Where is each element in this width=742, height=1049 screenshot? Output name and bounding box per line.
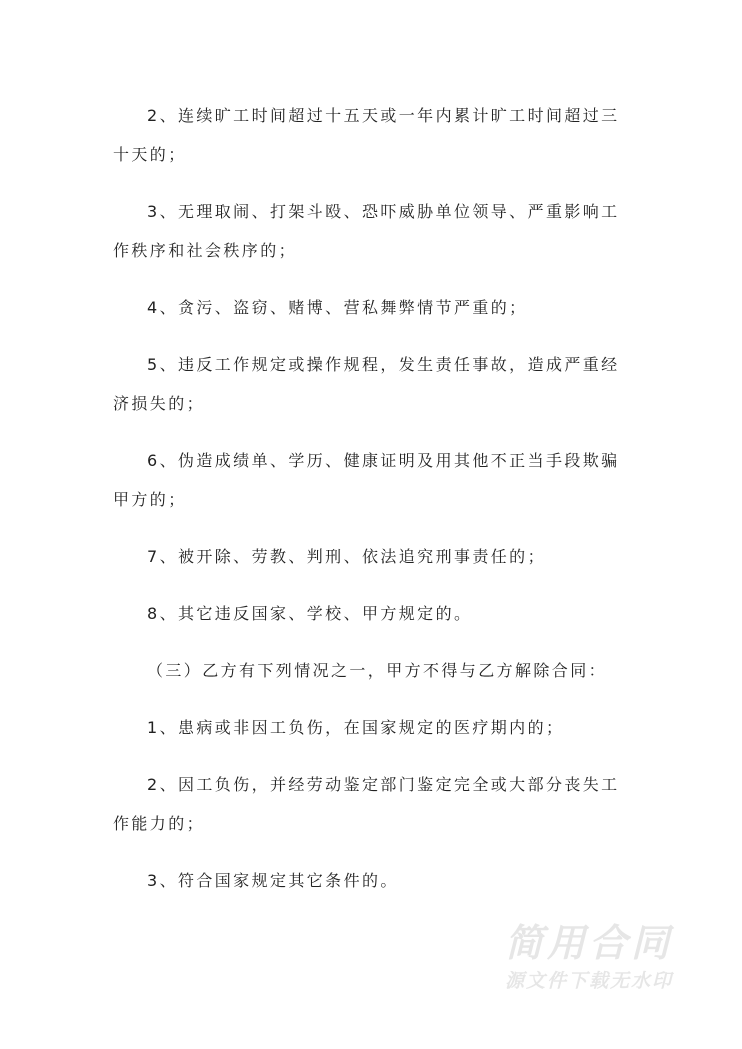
paragraph-item-5: 5、违反工作规定或操作规程，发生责任事故，造成严重经济损失的； bbox=[113, 355, 620, 413]
paragraph-item-3: 3、无理取闹、打架斗殴、恐吓威胁单位领导、严重影响工作秩序和社会秩序的； bbox=[113, 202, 620, 260]
paragraph-item-2: 2、连续旷工时间超过十五天或一年内累计旷工时间超过三十天的； bbox=[113, 106, 620, 164]
section-heading-3: （三）乙方有下列情况之一，甲方不得与乙方解除合同： bbox=[147, 661, 608, 680]
paragraph-sub-1: 1、患病或非因工负伤，在国家规定的医疗期内的； bbox=[147, 718, 565, 737]
watermark-subtitle: 源文件下载无水印 bbox=[505, 970, 674, 992]
paragraph-sub-2: 2、因工负伤，并经劳动鉴定部门鉴定完全或大部分丧失工作能力的； bbox=[113, 775, 620, 833]
paragraph-item-7: 7、被开除、劳教、判刑、依法追究刑事责任的； bbox=[147, 547, 546, 566]
watermark-title: 简用合同 bbox=[505, 921, 674, 965]
watermark bbox=[505, 920, 673, 996]
paragraph-item-8: 8、其它违反国家、学校、甲方规定的。 bbox=[147, 604, 473, 623]
paragraph-sub-3: 3、符合国家规定其它条件的。 bbox=[147, 871, 399, 890]
paragraph-item-6: 6、伪造成绩单、学历、健康证明及用其他不正当手段欺骗甲方的； bbox=[113, 451, 620, 509]
paragraph-item-4: 4、贪污、盗窃、赌博、营私舞弊情节严重的； bbox=[147, 298, 528, 317]
document-body bbox=[113, 96, 637, 918]
